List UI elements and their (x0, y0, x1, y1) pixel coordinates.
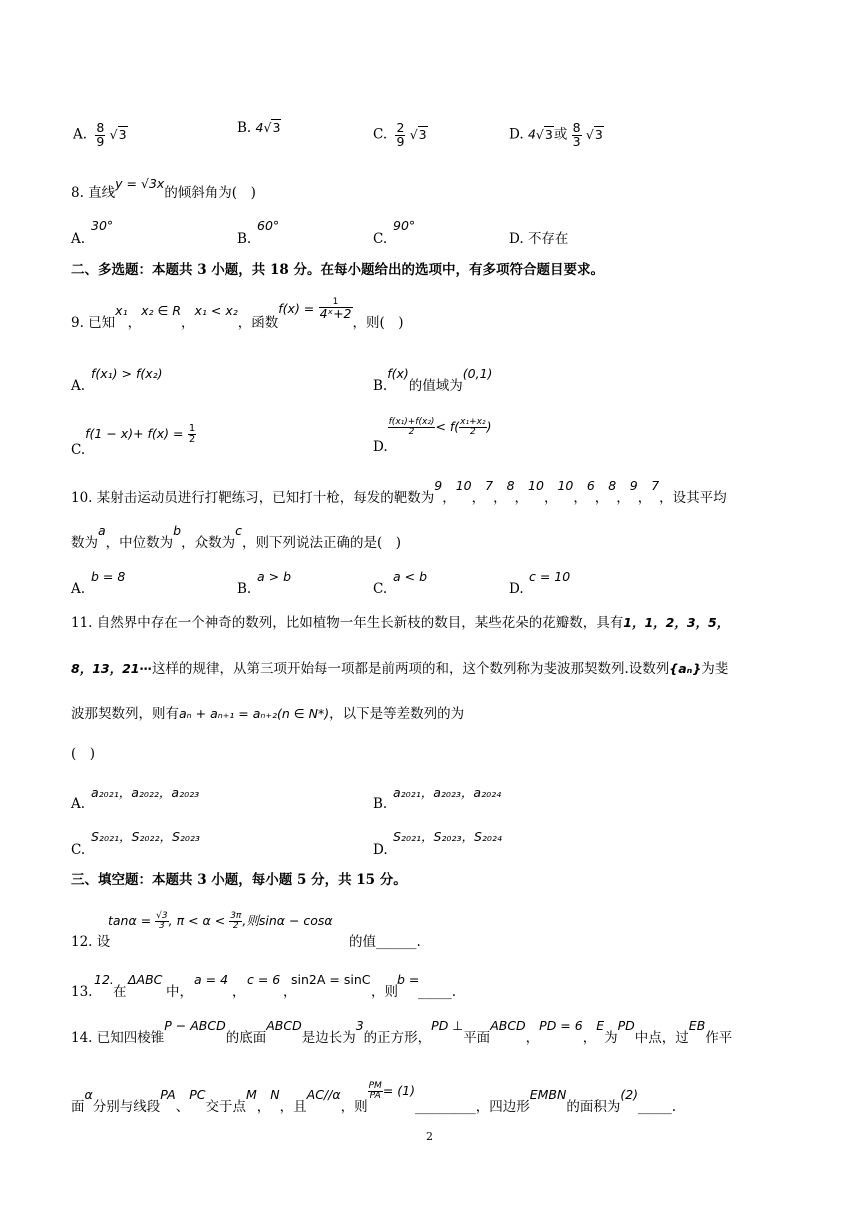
q9-a-label: A. (71, 378, 86, 394)
q8-b-label: B. (237, 231, 252, 247)
q8-a-label: A. (71, 231, 86, 247)
q9-option-d: D. $\frac{\text{f(x₁)+f(x₂)}}{2}$ < f( $\frac{\text{x₁+x₂}}{2}$ ) (373, 417, 492, 455)
q10-score: 9 (434, 478, 443, 493)
q14-line2: 面α分别与线段PA、PC交于点M，N，且AC//α，则 $\frac{PM}{PA}$ = (1)_________，四边形EMBN的面积为(2)_____. (71, 1081, 677, 1115)
q10-score: 10 (557, 478, 574, 493)
q10-b-label: B. (237, 581, 252, 597)
q10-score: 7 (651, 478, 660, 493)
q13-sin: sin2A = sinC (291, 972, 371, 987)
page-number: 2 (426, 1130, 433, 1143)
q9-option-b: B.f(x)的值域为(0,1) (373, 366, 493, 394)
q13-in: 在 (113, 984, 127, 1000)
q10-d-value: c = 10 (529, 569, 571, 584)
q7-option-d: D. 4√3或 $\frac{8}{3}$ √3 (509, 120, 603, 149)
q8-option-d: D. 不存在 (509, 231, 569, 247)
q13-c: c = 6 (247, 972, 281, 987)
q11-a-value: a₂₀₂₁，a₂₀₂₂，a₂₀₂₃ (91, 785, 200, 800)
q11-a-label: A. (71, 796, 86, 812)
q13-zhong: 中， (166, 984, 193, 1000)
q10-c-label: C. (373, 581, 388, 597)
q13-triangle: ΔABC (128, 972, 163, 987)
q9-option-c: C.f(1 − x)+ f(x) = $\frac{1}{2}$ (71, 423, 196, 458)
q10-d-label: D. (509, 581, 524, 597)
q11-c-label: C. (71, 842, 86, 858)
q10-score: 10 (455, 478, 472, 493)
q10-score: 8 (608, 478, 617, 493)
q11-line4: ( ) (71, 746, 96, 762)
q7-option-b: B. 4√3 (237, 120, 281, 136)
q10-score: 9 (629, 478, 638, 493)
q11-b-label: B. (373, 796, 388, 812)
section2-heading: 二、多选题：本题共 3 小题，共 18 分。在每小题给出的选项中，有多项符合题目要求。 (71, 262, 604, 278)
q11-line3: 波那契数列，则有aₙ + aₙ₊₁ = aₙ₊₂(n ∈ N*)，以下是等差数列的为 (71, 706, 465, 722)
q11-c-value: S₂₀₂₁，S₂₀₂₂，S₂₀₂₃ (91, 829, 200, 844)
q10-a-label: A. (71, 581, 86, 597)
q7-option-c: C. $\frac{2}{9}$ √3 (373, 120, 427, 149)
q7-option-a: A. $\frac{8}{9}$ √3 (73, 120, 127, 149)
q11-line1: 11. 自然界中存在一个神奇的数列，比如植物一年生长新枝的数目，某些花朵的花瓣数，具有1，1，2，3，5， (71, 615, 730, 631)
q8-a-value: 30° (91, 218, 114, 233)
q13-blank: _____. (418, 984, 457, 1000)
q10-scores: 9，10，7，8，10，10，6，8，9，7 (434, 478, 660, 506)
q8-c-value: 90° (393, 218, 416, 233)
q13-sep1: ， (232, 984, 246, 1000)
q14-line1: 14. 已知四棱锥P − ABCD的底面ABCD是边长为3的正方形，PD ⊥平面ABCD，PD = 6，E为PD中点，过EB作平 (71, 1018, 733, 1046)
q10-line2: 数为a，中位数为b，众数为c，则下列说法正确的是( ) (71, 523, 402, 551)
q13-lead: 12. (94, 972, 114, 987)
q12-condition: tanα = $\frac{√3}{3}$ , π < α < $\frac{3\pi}{2}$ ,则sinα − cosα (108, 911, 333, 931)
q10-score: 6 (586, 478, 595, 493)
q10-score: 10 (528, 478, 544, 493)
q11-d-value: S₂₀₂₁，S₂₀₂₃，S₂₀₂₄ (393, 829, 502, 844)
q13-ze: ，则 (371, 984, 398, 1000)
section3-heading: 三、填空题：本题共 3 小题，每小题 5 分，共 15 分。 (71, 872, 407, 888)
q10-score: 8 (506, 478, 515, 493)
q12-prefix: 12. 设 (71, 934, 111, 950)
q13-sep2: ， (283, 984, 297, 1000)
q13-stem: 13. (71, 984, 93, 1000)
q8-c-label: C. (373, 231, 388, 247)
q13-b: b = (397, 972, 420, 987)
q11-d-label: D. (373, 842, 388, 858)
q9-a-expr: f(x₁) > f(x₂) (91, 366, 163, 381)
q10-c-value: a < b (393, 569, 428, 584)
q12-suffix: 的值______. (349, 934, 421, 950)
q11-line2: 8，13，21⋯这样的规律，从第三项开始每一项都是前两项的和，这个数列称为斐波那契数列.设数列{aₙ}为斐 (71, 661, 729, 677)
q11-b-value: a₂₀₂₁，a₂₀₂₃，a₂₀₂₄ (393, 785, 502, 800)
q8-stem: 8. 直线y = √3x的倾斜角为( ) (71, 176, 256, 201)
q8-b-value: 60° (257, 218, 280, 233)
q13-a: a = 4 (194, 972, 229, 987)
q9-stem: 9. 已知x₁，x₂ ∈ R，x₁ < x₂，函数f(x) = $\frac{1}{\text{4ˣ+2}}$ ，则( ) (71, 297, 404, 331)
q10-score: 7 (485, 478, 494, 493)
q10-line1: 10. 某射击运动员进行打靶练习，已知打十枪，每发的靶数为9，10，7，8，10，10，6，8，9，7，设其平均 (71, 478, 727, 506)
q10-a-value: b = 8 (91, 569, 126, 584)
q10-b-value: a > b (257, 569, 292, 584)
